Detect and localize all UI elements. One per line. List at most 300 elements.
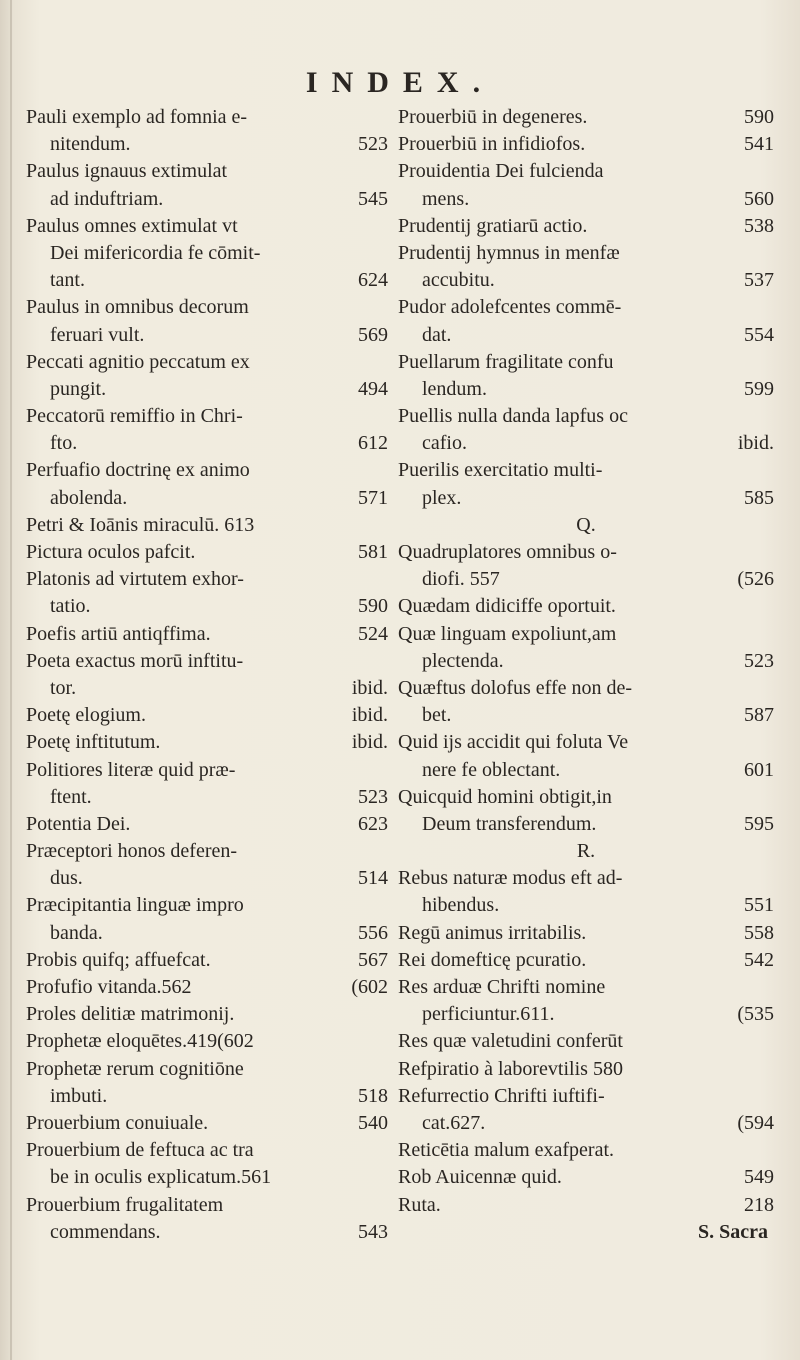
index-entry xyxy=(26,838,388,892)
entry-text: Præcipitantia linguæ impro xyxy=(26,894,244,917)
entry-text: cat.627. xyxy=(422,1111,486,1134)
entry-line xyxy=(398,1164,774,1191)
page-reference xyxy=(768,403,774,430)
entry-line xyxy=(398,1137,774,1164)
page-reference: (602 xyxy=(351,976,388,998)
entry-line xyxy=(398,376,774,403)
entry-text: ftent. xyxy=(50,785,92,808)
entry-line xyxy=(398,485,774,512)
entry-text: Præceptori honos deferen- xyxy=(26,840,238,863)
entry-text: accubitu. xyxy=(422,269,495,292)
page-reference: 556 xyxy=(358,921,388,944)
page-reference xyxy=(768,1137,774,1164)
index-entry xyxy=(398,675,774,729)
index-entry xyxy=(26,403,388,457)
index-entry xyxy=(398,349,774,403)
entry-text: Quæ linguam expoliunt,am xyxy=(398,622,617,645)
page-reference: 569 xyxy=(358,323,388,346)
page-reference xyxy=(768,1056,774,1083)
page-reference: 624 xyxy=(358,269,388,292)
entry-text: Prophetæ eloquētes.419(602 xyxy=(26,1030,254,1053)
entry-line xyxy=(26,430,388,457)
entry-line xyxy=(26,131,388,158)
page-reference: ibid. xyxy=(351,731,388,754)
page-reference xyxy=(768,621,774,648)
index-entry xyxy=(26,974,388,1001)
page-reference: (535 xyxy=(737,1003,774,1026)
page-reference: 514 xyxy=(358,867,388,890)
entry-text: Res quæ valetudini conferūt xyxy=(398,1030,623,1053)
index-entry xyxy=(26,566,388,620)
entry-line xyxy=(26,702,388,729)
entry-line xyxy=(398,213,774,240)
entry-line xyxy=(398,593,774,620)
entry-text: Peccati agnitio peccatum ex xyxy=(26,350,250,373)
entry-text: Poeta exactus morū inftitu- xyxy=(26,649,244,672)
page-reference xyxy=(768,865,774,892)
page-reference: 585 xyxy=(744,486,774,509)
page-reference xyxy=(382,512,388,539)
entry-text: Perfuafio doctrinę ex animo xyxy=(26,459,250,482)
page-reference xyxy=(382,1164,388,1191)
index-entry xyxy=(398,131,774,158)
index-entry xyxy=(26,539,388,566)
entry-line xyxy=(26,512,388,539)
index-entry xyxy=(26,512,388,539)
page-reference xyxy=(382,1056,388,1083)
page-reference xyxy=(768,349,774,376)
page-reference xyxy=(768,675,774,702)
entry-line xyxy=(398,131,774,158)
index-entry xyxy=(26,1137,388,1191)
page-reference xyxy=(382,648,388,675)
page-reference: 558 xyxy=(744,921,774,944)
page-reference: 590 xyxy=(744,106,774,128)
entry-line xyxy=(26,240,388,267)
entry-text: Prouerbium de feftuca ac tra xyxy=(26,1139,254,1162)
page-reference xyxy=(382,1192,388,1219)
page-reference xyxy=(768,294,774,321)
entry-line xyxy=(398,267,774,294)
entry-line xyxy=(26,186,388,213)
entry-text: Peccatorū remiffio in Chri- xyxy=(26,405,243,428)
page-reference: ibid. xyxy=(351,676,388,699)
entry-line xyxy=(26,457,388,484)
index-column-left xyxy=(26,104,388,1246)
entry-text: Poetę inftitutum. xyxy=(26,731,161,754)
entry-text: perficiuntur.611. xyxy=(422,1003,555,1026)
index-entry xyxy=(26,729,388,756)
entry-line xyxy=(398,648,774,675)
page-reference xyxy=(382,838,388,865)
index-entry xyxy=(26,158,388,212)
entry-text: Regū animus irritabilis. xyxy=(398,921,587,944)
section-letter: Q. xyxy=(576,513,596,536)
page-reference: 541 xyxy=(744,133,774,156)
entry-text: mens. xyxy=(422,187,470,210)
entry-line xyxy=(398,457,774,484)
entry-line xyxy=(398,104,774,131)
page-reference xyxy=(382,892,388,919)
entry-line xyxy=(26,865,388,892)
entry-text: bet. xyxy=(422,704,452,727)
entry-text: lendum. xyxy=(422,377,487,400)
index-entry xyxy=(398,1083,774,1137)
index-entry xyxy=(26,1028,388,1055)
index-entry xyxy=(398,729,774,783)
page-reference: (526 xyxy=(737,568,774,591)
index-entry xyxy=(398,1192,774,1219)
index-entry xyxy=(26,104,388,158)
catchword: S. Sacra xyxy=(698,1220,768,1243)
entry-text: plex. xyxy=(422,486,462,509)
entry-text: Prudentij gratiarū actio. xyxy=(398,214,588,237)
entry-text: feruari vult. xyxy=(50,323,145,346)
entry-text: Pauli exemplo ad fomnia e- xyxy=(26,106,248,128)
entry-line xyxy=(398,729,774,756)
page-reference xyxy=(768,974,774,1001)
entry-text: hibendus. xyxy=(422,894,500,917)
page-reference xyxy=(382,1028,388,1055)
entry-text: Ruta. xyxy=(398,1193,441,1216)
entry-text: be in oculis explicatum.561 xyxy=(50,1166,272,1189)
entry-text: imbuti. xyxy=(50,1084,108,1107)
page-reference: 590 xyxy=(358,595,388,618)
entry-line xyxy=(26,1192,388,1219)
page-reference: 601 xyxy=(744,758,774,781)
entry-line xyxy=(398,920,774,947)
entry-text: plectenda. xyxy=(422,649,504,672)
entry-text: Res arduæ Chrifti nomine xyxy=(398,976,606,999)
page-reference xyxy=(382,457,388,484)
index-entry xyxy=(398,593,774,620)
page-reference: 523 xyxy=(358,133,388,156)
page-reference: 567 xyxy=(358,948,388,971)
entry-line xyxy=(26,947,388,974)
index-entry xyxy=(26,892,388,946)
page-reference: 494 xyxy=(358,377,388,400)
entry-text: Quadruplatores omnibus o- xyxy=(398,541,617,564)
index-entry xyxy=(26,947,388,974)
index-entry xyxy=(26,213,388,295)
entry-line xyxy=(398,974,774,1001)
entry-line xyxy=(26,1083,388,1110)
entry-text: Profufio vitanda.562 xyxy=(26,976,192,998)
page-reference: 549 xyxy=(744,1166,774,1189)
index-entry xyxy=(26,1056,388,1110)
entry-text: Quicquid homini obtigit,in xyxy=(398,785,612,808)
entry-line xyxy=(26,648,388,675)
entry-text: Prouerbium conuiuale. xyxy=(26,1111,209,1134)
section-letter: R. xyxy=(576,840,596,863)
page-reference: 523 xyxy=(358,785,388,808)
entry-text: tor. xyxy=(50,676,77,699)
entry-text: Poetę elogium. xyxy=(26,704,146,727)
index-entry xyxy=(398,213,774,240)
index-entry xyxy=(398,784,774,838)
entry-line xyxy=(26,675,388,702)
index-entry xyxy=(398,1028,774,1055)
index-entry xyxy=(26,294,388,348)
page-reference: 543 xyxy=(358,1220,388,1243)
entry-line xyxy=(26,838,388,865)
page-reference xyxy=(768,539,774,566)
entry-text: tatio. xyxy=(50,595,91,618)
index-entry xyxy=(26,1110,388,1137)
entry-line xyxy=(398,675,774,702)
entry-text: Prophetæ rerum cognitiōne xyxy=(26,1057,244,1080)
entry-line xyxy=(26,784,388,811)
entry-text: Deum transferendum. xyxy=(422,812,597,835)
binding-gutter xyxy=(10,0,12,1360)
entry-line xyxy=(26,485,388,512)
entry-text: Dei mifericordia fe cōmit- xyxy=(50,241,261,264)
entry-line xyxy=(26,1001,388,1028)
entry-line xyxy=(26,1028,388,1055)
entry-text: Rob Auicennæ quid. xyxy=(398,1166,562,1189)
entry-line xyxy=(398,1028,774,1055)
index-entry xyxy=(398,865,774,919)
entry-text: Pudor adolefcentes commē- xyxy=(398,296,622,319)
page-title: INDEX. xyxy=(305,66,495,99)
entry-line xyxy=(26,729,388,756)
entry-line xyxy=(398,1001,774,1028)
page-reference: 560 xyxy=(744,187,774,210)
page-reference xyxy=(382,757,388,784)
entry-line xyxy=(398,430,774,457)
index-entry xyxy=(398,457,774,511)
page-reference: 542 xyxy=(744,948,774,971)
entry-line xyxy=(398,1083,774,1110)
page-reference: ibid. xyxy=(737,432,774,455)
entry-line xyxy=(398,240,774,267)
entry-text: ad induftriam. xyxy=(50,187,164,210)
page-reference xyxy=(768,593,774,620)
entry-line xyxy=(26,267,388,294)
entry-text: Politiores literæ quid præ- xyxy=(26,758,236,781)
page-reference: 599 xyxy=(744,377,774,400)
page-reference: 537 xyxy=(744,269,774,292)
index-entry xyxy=(398,974,774,1028)
entry-line xyxy=(398,158,774,185)
index-entry xyxy=(26,811,388,838)
entry-line xyxy=(26,322,388,349)
page-reference xyxy=(382,349,388,376)
entry-line xyxy=(26,892,388,919)
page-reference: 538 xyxy=(744,214,774,237)
entry-text: Prouerbium frugalitatem xyxy=(26,1193,224,1216)
entry-text: nere fe oblectant. xyxy=(422,758,561,781)
entry-line xyxy=(398,757,774,784)
page-reference xyxy=(768,457,774,484)
page-reference xyxy=(382,1001,388,1028)
entry-line xyxy=(398,322,774,349)
index-entry xyxy=(26,621,388,648)
entry-text: commendans. xyxy=(50,1220,161,1243)
page-reference: (594 xyxy=(737,1111,774,1134)
entry-line xyxy=(398,566,774,593)
page-reference: 623 xyxy=(358,812,388,835)
page-reference xyxy=(382,403,388,430)
entry-text: Quid ijs accidit qui foluta Ve xyxy=(398,731,629,754)
page-reference xyxy=(768,158,774,185)
page-reference xyxy=(382,240,388,267)
entry-line xyxy=(398,349,774,376)
page-reference xyxy=(768,729,774,756)
entry-line xyxy=(26,294,388,321)
entry-text: Refurrectio Chrifti iuftifi- xyxy=(398,1084,605,1107)
entry-text: Paulus omnes extimulat vt xyxy=(26,214,238,237)
index-entry xyxy=(26,648,388,702)
entry-text: Paulus ignauus extimulat xyxy=(26,160,228,183)
index-entry xyxy=(398,294,774,348)
page-reference: 523 xyxy=(744,649,774,672)
entry-text: fto. xyxy=(50,432,78,455)
entry-text: Pictura oculos pafcit. xyxy=(26,541,196,563)
entry-text: nitendum. xyxy=(50,133,131,156)
entry-text: Platonis ad virtutem exhor- xyxy=(26,568,244,591)
index-entry xyxy=(398,104,774,131)
entry-text: Quæftus dolofus effe non de- xyxy=(398,676,633,699)
entry-text: Puerilis exercitatio multi- xyxy=(398,459,603,482)
page-reference: 554 xyxy=(744,323,774,346)
entry-text: Prudentij hymnus in menfæ xyxy=(398,241,620,264)
index-entry xyxy=(398,920,774,947)
page-reference xyxy=(768,784,774,811)
entry-line xyxy=(26,403,388,430)
index-entry xyxy=(398,947,774,974)
entry-text: tant. xyxy=(50,269,85,292)
page-reference xyxy=(768,1028,774,1055)
entry-text: Puellis nulla danda lapfus oc xyxy=(398,405,628,428)
index-entry xyxy=(26,1192,388,1246)
page-reference xyxy=(382,158,388,185)
entry-line xyxy=(398,702,774,729)
page-reference: 571 xyxy=(358,486,388,509)
entry-line xyxy=(26,593,388,620)
entry-text: Reticētia malum exafperat. xyxy=(398,1139,615,1162)
index-column-right xyxy=(398,104,774,1246)
entry-line xyxy=(398,539,774,566)
entry-text: dat. xyxy=(422,323,452,346)
entry-text: Paulus in omnibus decorum xyxy=(26,296,249,319)
page-reference xyxy=(382,104,388,131)
page-reference: 518 xyxy=(358,1084,388,1107)
page-reference: ibid. xyxy=(351,704,388,727)
page-reference: 581 xyxy=(358,541,388,563)
entry-text: diofi. 557 xyxy=(422,568,500,591)
index-entry xyxy=(398,1137,774,1164)
index-entry xyxy=(398,403,774,457)
entry-line xyxy=(26,1110,388,1137)
index-entry xyxy=(26,1001,388,1028)
entry-line xyxy=(398,784,774,811)
entry-text: cafio. xyxy=(422,432,467,455)
entry-text: banda. xyxy=(50,921,103,944)
entry-text: Puellarum fragilitate confu xyxy=(398,350,614,373)
page-reference xyxy=(382,213,388,240)
entry-line xyxy=(26,974,388,1001)
entry-text: abolenda. xyxy=(50,486,128,509)
entry-line xyxy=(398,186,774,213)
entry-line xyxy=(26,539,388,566)
page-reference xyxy=(768,1083,774,1110)
entry-line xyxy=(26,349,388,376)
entry-line xyxy=(26,213,388,240)
entry-text: Prouidentia Dei fulcienda xyxy=(398,160,604,183)
entry-text: Prouerbiū in degeneres. xyxy=(398,106,588,128)
entry-text: Rei domefticę pcuratio. xyxy=(398,948,587,971)
index-entry xyxy=(26,349,388,403)
entry-text: Prouerbiū in infidiofos. xyxy=(398,133,586,156)
page-reference: 612 xyxy=(358,432,388,455)
entry-text: Poefis artiū antiqffima. xyxy=(26,622,211,645)
entry-line xyxy=(26,1164,388,1191)
index-entry xyxy=(398,1056,774,1083)
page-reference: 540 xyxy=(358,1111,388,1134)
index-entry xyxy=(26,457,388,511)
page-reference: 524 xyxy=(358,622,388,645)
entry-line xyxy=(26,566,388,593)
entry-text: pungit. xyxy=(50,377,107,400)
entry-line xyxy=(26,158,388,185)
page-reference: 551 xyxy=(744,894,774,917)
entry-line xyxy=(26,811,388,838)
entry-line xyxy=(26,1219,388,1246)
index-entry xyxy=(26,757,388,811)
entry-line xyxy=(398,811,774,838)
entry-line xyxy=(26,104,388,131)
entry-line xyxy=(26,376,388,403)
entry-line xyxy=(398,1192,774,1219)
entry-line xyxy=(398,892,774,919)
entry-line xyxy=(26,757,388,784)
entry-line xyxy=(398,1110,774,1137)
page-reference xyxy=(382,1137,388,1164)
entry-line xyxy=(398,1056,774,1083)
index-entry xyxy=(398,1164,774,1191)
entry-line xyxy=(398,947,774,974)
entry-line xyxy=(26,920,388,947)
entry-text: Refpiratio à laborevtilis 580 xyxy=(398,1057,623,1080)
page-reference xyxy=(382,566,388,593)
entry-line xyxy=(398,403,774,430)
index-entry xyxy=(398,621,774,675)
entry-line xyxy=(26,1056,388,1083)
index-entry xyxy=(398,539,774,593)
index-entry xyxy=(398,240,774,294)
entry-text: Potentia Dei. xyxy=(26,812,131,835)
entry-line xyxy=(26,621,388,648)
page-reference: 595 xyxy=(744,812,774,835)
index-entry xyxy=(26,702,388,729)
page-reference: 545 xyxy=(358,187,388,210)
entry-text: Proles delitiæ matrimonij. xyxy=(26,1003,235,1026)
entry-line xyxy=(26,1137,388,1164)
entry-line xyxy=(398,294,774,321)
entry-line xyxy=(398,621,774,648)
entry-line xyxy=(398,865,774,892)
page-reference: 587 xyxy=(744,704,774,727)
entry-text: dus. xyxy=(50,867,83,890)
page-reference xyxy=(382,294,388,321)
index-entry xyxy=(398,158,774,212)
page-reference xyxy=(768,240,774,267)
entry-text: Rebus naturæ modus eft ad- xyxy=(398,867,623,890)
entry-text: Probis quifq; affuefcat. xyxy=(26,948,211,971)
entry-text: Petri & Ioānis miraculū. 613 xyxy=(26,513,255,536)
entry-text: Quædam didiciffe oportuit. xyxy=(398,595,616,618)
